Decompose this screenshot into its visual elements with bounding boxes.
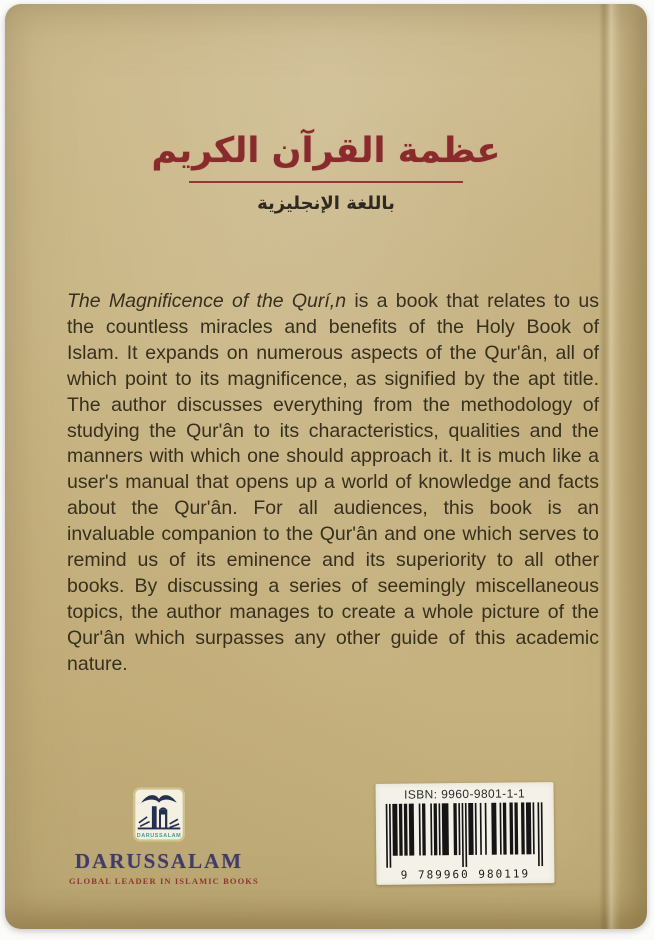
publisher-block	[69, 787, 259, 886]
book-description-text: is a book that relates to us the countless miracles and benefits of the Holy Book of Islam. It expands on numerous aspects of the Qur'ân, all of which point to its magnificence, as signified by the apt title. The author discusses everything from the methodology of studying the Qur'ân to its characteristics, qualities and the manners with which one should approach it. It is much like a user's manual that opens up a world of knowledge and facts about the Qur'ân. For all audiences, this book is an invaluable companion to the Qur'ân and one which serves to remind us of its eminence and its superiority to all other books. By discussing a series of seemingly miscellaneous topics, the author manages to create a whole picture of the Qur'ân which surpasses any other guide of this academic nature.	[67, 290, 599, 675]
isbn-text: ISBN: 9960-9801-1-1	[404, 786, 526, 802]
publisher-tagline: GLOBAL LEADER IN ISLAMIC BOOKS	[69, 876, 259, 886]
arabic-subtitle: باللغة الإنجليزية	[257, 193, 395, 214]
publisher-name: DARUSSALAM	[74, 849, 244, 873]
book-title-italic: The Magnificence of the Qurí,n	[67, 290, 347, 312]
book-description	[67, 289, 599, 678]
title-block	[5, 130, 647, 214]
arabic-title: عظمة القرآن الكريم	[151, 131, 501, 171]
barcode-graphic	[385, 802, 546, 868]
logo-caption: DARUSSALAM	[136, 832, 182, 839]
darussalam-logo-icon	[133, 787, 185, 842]
ean-digits: 9 789960 980119	[400, 867, 531, 882]
title-underline	[189, 181, 463, 183]
barcode-label	[375, 782, 554, 885]
book-back-cover	[5, 4, 647, 929]
